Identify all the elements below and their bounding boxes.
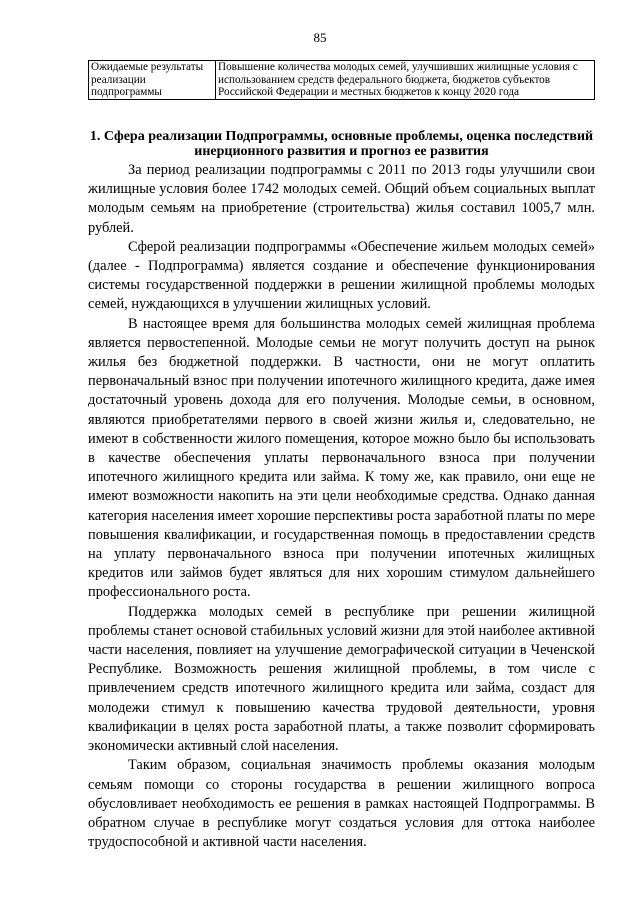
section-title: 1. Сфера реализации Подпрограммы, основные проблемы, оценка последствий инерционного развития и прогноз ее развития (89, 129, 594, 159)
paragraph: Таким образом, социальная значимость проблемы оказания молодым семьям помощи со стороны государства в решении жилищного вопроса обусловливает необходимость ее решения в рамках настоящей Подпрограммы. В обратном случае в республике могут создаться условия для оттока наиболее трудоспособной и активной части населения. (88, 757, 595, 851)
paragraph: За период реализации подпрограммы с 2011 по 2013 годы улучшили свои жилищные условия более 1742 молодых семей. Общий объем социальных выплат молодым семьям на приобретение (строительства) жилья составил 1005,7 млн. рублей. (88, 162, 595, 236)
paragraph: Поддержка молодых семей в республике при решении жилищной проблемы станет основой стабильных условий жизни для этой наиболее активной части населения, повлияет на улучшение демографической ситуации в Чеченской Республике. Возможность решения жилищной проблемы, в том числе с привлечением средств ипотечного жилищного кредита или займа, создаст для молодежи стимул к повышению качества трудовой деятельности, уровня квалификации в целях роста заработной платы, а также позволит сформировать экономически активный слой населения. (88, 603, 595, 755)
paragraph: Сферой реализации подпрограммы «Обеспечение жильем молодых семей» (далее - Подпрограмма) является создание и обеспечение функционирования системы государственной поддержки в решении жилищной проблемы молодых семей, нуждающихся в улучшении жилищных условий. (88, 238, 595, 313)
body-text (88, 161, 595, 852)
paragraph: В настоящее время для большинства молодых семей жилищная проблема является первостепенной. Молодые семьи не могут получить доступ на рынок жилья без бюджетной поддержки. В частности, они не могут оплатить первоначальный взнос при получении ипотечного жилищного кредита, даже имея достаточный уровень дохода для его получения. Молодые семьи, в основном, являются приобретателями первого в своей жизни жилья и, следовательно, не имеют в собственности жилого помещения, которое можно было бы использовать в качестве обеспечения уплаты первоначального взноса при получении ипотечного жилищного кредита или займа. К тому же, как правило, они еще не имеют возможности накопить на эти цели необходимые средства. Однако данная категория населения имеет хорошие перспективы роста заработной платы по мере повышения квалификации, и государственная помощь в предоставлении средств на уплату первоначального взноса при получении ипотечных жилищных кредитов или займов будет являться для них хорошим стимулом дальнейшего профессионального роста. (88, 315, 595, 601)
table-label-cell: Ожидаемые результаты реализации подпрограммы (89, 61, 216, 100)
page-number: 85 (313, 30, 327, 45)
table-value-cell: Повышение количества молодых семей, улучшивших жилищные условия с использованием средств федерального бюджета, бюджетов субъектов Российской Федерации и местных бюджетов к концу 2020 года (216, 61, 595, 100)
table-row (89, 61, 595, 100)
summary-table (88, 60, 595, 100)
